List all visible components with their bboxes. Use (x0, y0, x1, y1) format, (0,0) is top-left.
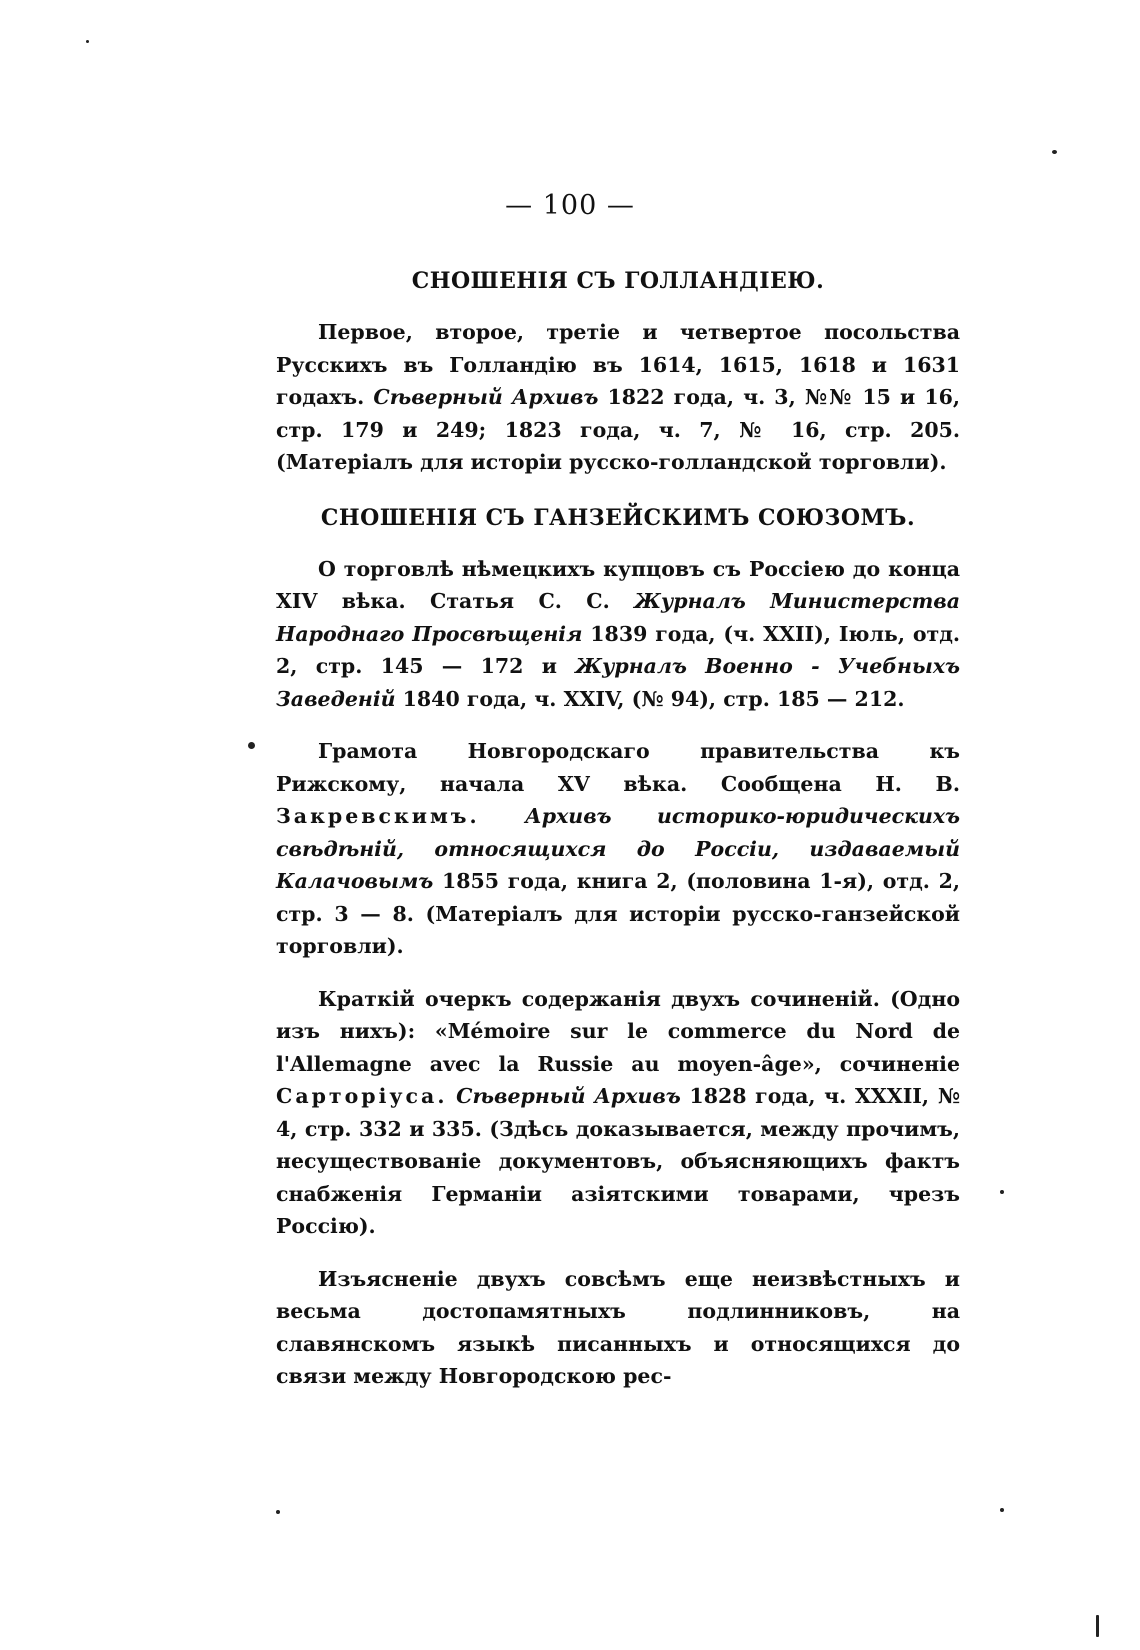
text-run: 1839 года, (ч. XXII), Іюль, отд. 2, стр. 145 — 172 и (276, 621, 961, 678)
scan-speck (248, 742, 255, 749)
italic-title: Сѣверный Архивъ (456, 1084, 681, 1108)
paragraph-memoire-sartorius (276, 983, 960, 1243)
text-run: 1822 года, ч. 3, №№ 15 и 16, стр. 179 и 249; 1823 года, ч. 7, № 16, стр. 205. (Матеріалъ для исторіи русско-голландской торговли). (276, 385, 960, 474)
paragraph-two-originals (276, 1263, 960, 1393)
section-heading-holland: СНОШЕНІЯ СЪ ГОЛЛАНДІЕЮ. (411, 268, 825, 294)
italic-title: Архивъ историко-юридическихъ свѣдѣній, относящихся до Россіи, издаваемый Калачовымъ (276, 804, 961, 893)
text-run: О торговлѣ нѣмецкихъ купцовъ съ Россіею до конца XIV вѣка. Статья С. С. (276, 556, 960, 613)
italic-title: Журналъ Военно - Учебныхъ Заведеній (276, 654, 960, 711)
page-body (276, 268, 960, 1413)
text-run: 1855 года, книга 2, (половина 1-я), отд. 2, стр. 3 — 8. (Матеріалъ для исторіи русско-ганзейской торговли). (276, 869, 960, 958)
scan-speck (1096, 1615, 1099, 1637)
text-run: Грамота Новгородскаго правительства къ Рижскому, начала XV вѣка. Сообщена Н. В. (276, 739, 960, 796)
scan-speck (276, 1510, 280, 1514)
scan-speck (1052, 150, 1057, 154)
paragraph-holland-embassies (276, 316, 960, 479)
scan-speck (86, 40, 89, 43)
spaced-name: Сарторіуса. (276, 1084, 448, 1108)
text-run (480, 804, 525, 828)
spaced-name: Закревскимъ. (276, 804, 480, 828)
italic-title: Сѣверный Архивъ (373, 385, 599, 409)
text-run (447, 1084, 456, 1108)
scan-speck (1000, 1508, 1004, 1512)
italic-title: Журналъ Министерства Народнаго Просвѣщенія (276, 589, 961, 646)
page-number: — 100 — (505, 190, 635, 221)
section-heading-hanseatic: СНОШЕНІЯ СЪ ГАНЗЕЙСКИМЪ СОЮЗОМЪ. (320, 504, 916, 531)
text-run: 1828 года, ч. XXXII, № 4, стр. 332 и 335. (Здѣсь доказывается, между прочимъ, несуществованіе документовъ, объясняющихъ фактъ снабженія Германіи азіятскими товарами, чрезъ Россію). (276, 1084, 960, 1238)
text-run: Первое, второе, третіе и четвертое посольства Русскихъ въ Голландію въ 1614, 1615, 1618 и 1631 годахъ. (276, 320, 960, 409)
text-run: Изъясненіе двухъ совсѣмъ еще неизвѣстныхъ и весьма достопамятныхъ подлинниковъ, на славянскомъ языкѣ писанныхъ и относящихся до связи между Новгородскою рес- (276, 1266, 960, 1388)
text-run: 1840 года, ч. XXIV, (№ 94), стр. 185 — 212. (395, 686, 905, 711)
paragraph-novgorod-charter (276, 735, 960, 963)
scan-speck (1000, 1190, 1004, 1194)
text-run: Краткій очеркъ содержанія двухъ сочиненій. (Одно изъ нихъ): «Mémoire sur le commerce du Nord de l'Allemagne avec la Russie au moyen-âge», сочиненіе (276, 986, 960, 1076)
paragraph-german-merchants (276, 553, 960, 716)
